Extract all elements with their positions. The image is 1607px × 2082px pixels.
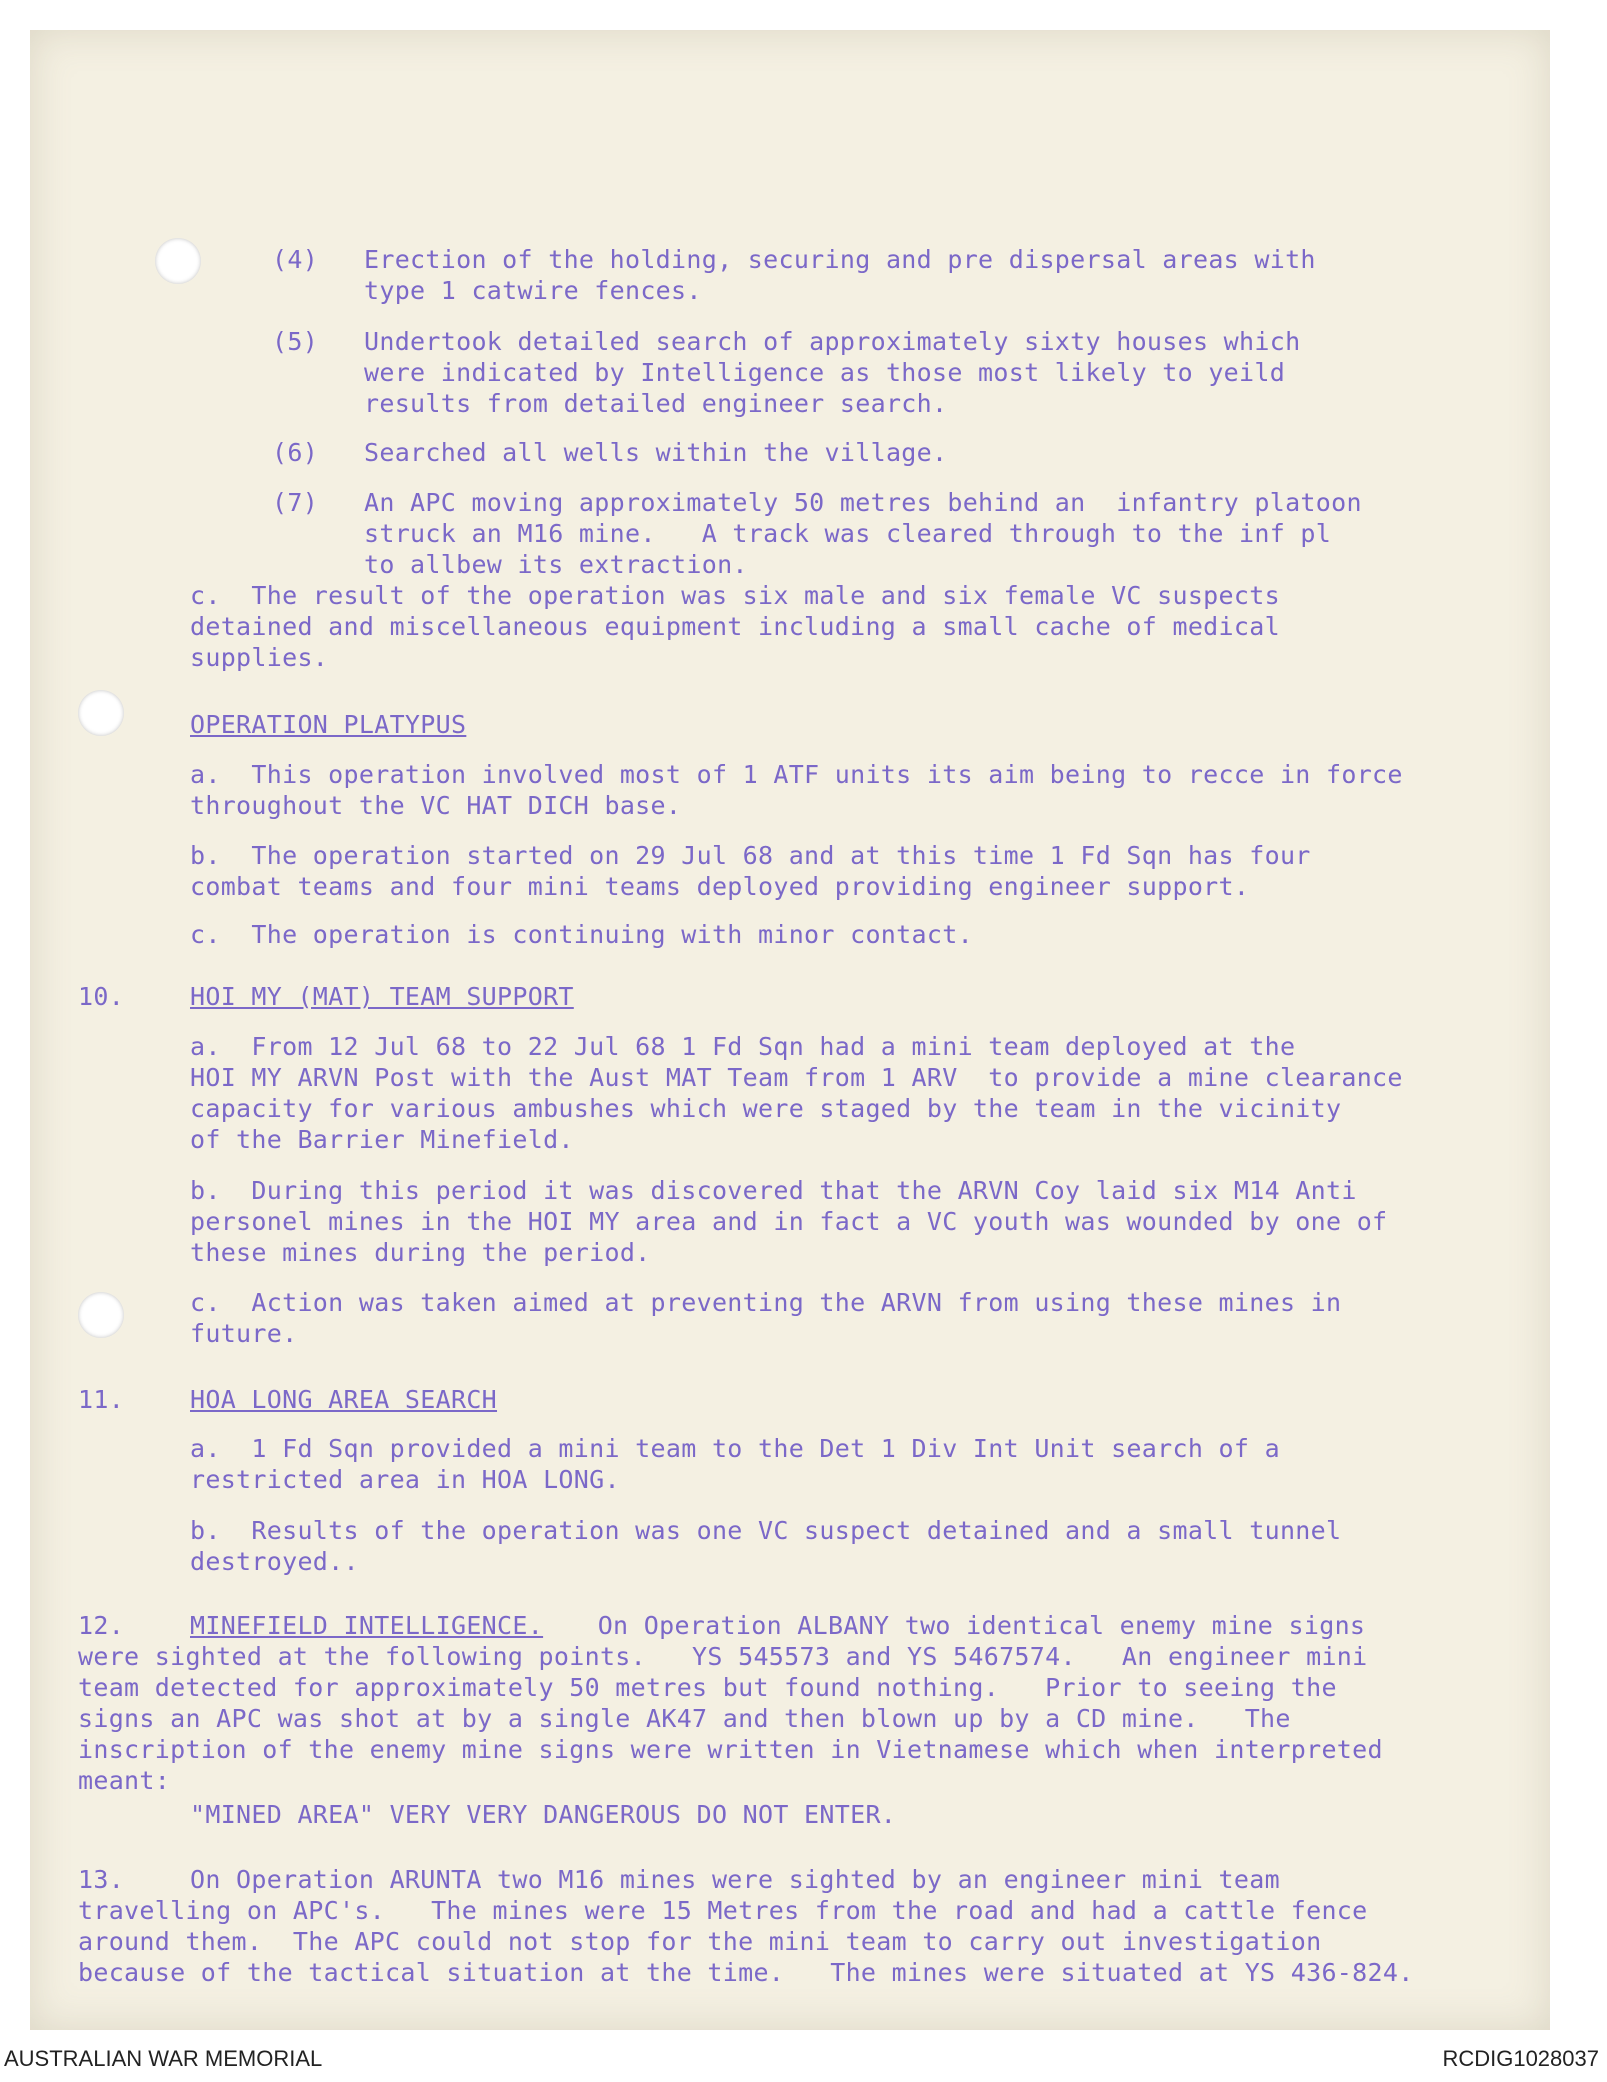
- result-para-line-1: c. The result of the operation was six male and six female VC suspects: [190, 581, 1280, 610]
- section-11-b-line-1: b. Results of the operation was one VC suspect detained and a small tunnel: [190, 1516, 1342, 1545]
- item-5-number: (5): [272, 327, 319, 356]
- item-5-line-3: results from detailed engineer search.: [364, 389, 948, 418]
- section-13-first-line: On Operation ARUNTA two M16 mines were sighted by an engineer mini team: [190, 1865, 1280, 1894]
- section-12-quote: "MINED AREA" VERY VERY DANGEROUS DO NOT ENTER.: [190, 1800, 897, 1829]
- section-10-heading: HOI MY (MAT) TEAM SUPPORT: [190, 982, 574, 1011]
- section-12-line-6: meant:: [78, 1766, 171, 1795]
- section-10-b-line-1: b. During this period it was discovered that the ARVN Coy laid six M14 Anti: [190, 1176, 1357, 1205]
- item-7-line-1: An APC moving approximately 50 metres behind an infantry platoon: [364, 488, 1362, 517]
- item-5-line-1: Undertook detailed search of approximately sixty houses which: [364, 327, 1301, 356]
- platypus-b-line-1: b. The operation started on 29 Jul 68 and at this time 1 Fd Sqn has four: [190, 841, 1311, 870]
- section-12-number: 12.: [78, 1611, 125, 1640]
- item-7-line-3: to allbew its extraction.: [364, 550, 748, 579]
- item-4-number: (4): [272, 245, 319, 274]
- result-para-line-2: detained and miscellaneous equipment including a small cache of medical: [190, 612, 1280, 641]
- item-4-line-2: type 1 catwire fences.: [364, 276, 702, 305]
- section-10-b-line-2: personel mines in the HOI MY area and in fact a VC youth was wounded by one of: [190, 1207, 1388, 1236]
- platypus-a-line-1: a. This operation involved most of 1 ATF units its aim being to recce in force: [190, 760, 1403, 789]
- section-10-a-line-3: capacity for various ambushes which were staged by the team in the vicinity: [190, 1094, 1342, 1123]
- item-7-line-2: struck an M16 mine. A track was cleared through to the inf pl: [364, 519, 1332, 548]
- section-12-first-line: On Operation ALBANY two identical enemy mine signs: [567, 1611, 1366, 1640]
- section-13-line-2: travelling on APC's. The mines were 15 Metres from the road and had a cattle fence: [78, 1896, 1368, 1925]
- section-13-line-4: because of the tactical situation at the time. The mines were situated at YS 436-824.: [78, 1958, 1414, 1987]
- section-10-a-line-1: a. From 12 Jul 68 to 22 Jul 68 1 Fd Sqn had a mini team deployed at the: [190, 1032, 1296, 1061]
- section-11-heading: HOA LONG AREA SEARCH: [190, 1385, 498, 1414]
- section-10-c-line-1: c. Action was taken aimed at preventing the ARVN from using these mines in: [190, 1288, 1342, 1317]
- section-10-a-line-2: HOI MY ARVN Post with the Aust MAT Team from 1 ARV to provide a mine clearance: [190, 1063, 1403, 1092]
- section-10-a-line-4: of the Barrier Minefield.: [190, 1125, 574, 1154]
- section-12-line-2: were sighted at the following points. YS 545573 and YS 5467574. An engineer mini: [78, 1642, 1368, 1671]
- section-11-a-line-1: a. 1 Fd Sqn provided a mini team to the Det 1 Div Int Unit search of a: [190, 1434, 1280, 1463]
- item-6-number: (6): [272, 438, 319, 467]
- section-12-heading: MINEFIELD INTELLIGENCE.: [190, 1611, 544, 1640]
- platypus-b-line-2: combat teams and four mini teams deployed providing engineer support.: [190, 872, 1250, 901]
- footer-document-id: RCDIG1028037: [1442, 2046, 1599, 2071]
- section-11-number: 11.: [78, 1385, 125, 1414]
- punch-hole-middle: [78, 690, 124, 736]
- punch-hole-top: [155, 238, 201, 284]
- section-10-b-line-3: these mines during the period.: [190, 1238, 651, 1267]
- section-13-line-3: around them. The APC could not stop for the mini team to carry out investigation: [78, 1927, 1322, 1956]
- section-10-c-line-2: future.: [190, 1319, 298, 1348]
- platypus-heading: OPERATION PLATYPUS: [190, 710, 467, 739]
- item-4-line-1: Erection of the holding, securing and pre dispersal areas with: [364, 245, 1316, 274]
- footer-archive-name: AUSTRALIAN WAR MEMORIAL: [4, 2046, 323, 2071]
- section-10-number: 10.: [78, 982, 125, 1011]
- section-13-number: 13.: [78, 1865, 125, 1894]
- item-7-number: (7): [272, 488, 319, 517]
- section-12-line-3: team detected for approximately 50 metres but found nothing. Prior to seeing the: [78, 1673, 1337, 1702]
- punch-hole-bottom: [78, 1292, 124, 1338]
- platypus-c-line-1: c. The operation is continuing with minor contact.: [190, 920, 973, 949]
- section-12-line-4: signs an APC was shot at by a single AK47 and then blown up by a CD mine. The: [78, 1704, 1291, 1733]
- section-11-b-line-2: destroyed..: [190, 1547, 359, 1576]
- item-6-line-1: Searched all wells within the village.: [364, 438, 948, 467]
- section-12-line-5: inscription of the enemy mine signs were written in Vietnamese which when interpreted: [78, 1735, 1383, 1764]
- platypus-a-line-2: throughout the VC HAT DICH base.: [190, 791, 682, 820]
- item-5-line-2: were indicated by Intelligence as those most likely to yeild: [364, 358, 1286, 387]
- section-11-a-line-2: restricted area in HOA LONG.: [190, 1465, 620, 1494]
- result-para-line-3: supplies.: [190, 643, 329, 672]
